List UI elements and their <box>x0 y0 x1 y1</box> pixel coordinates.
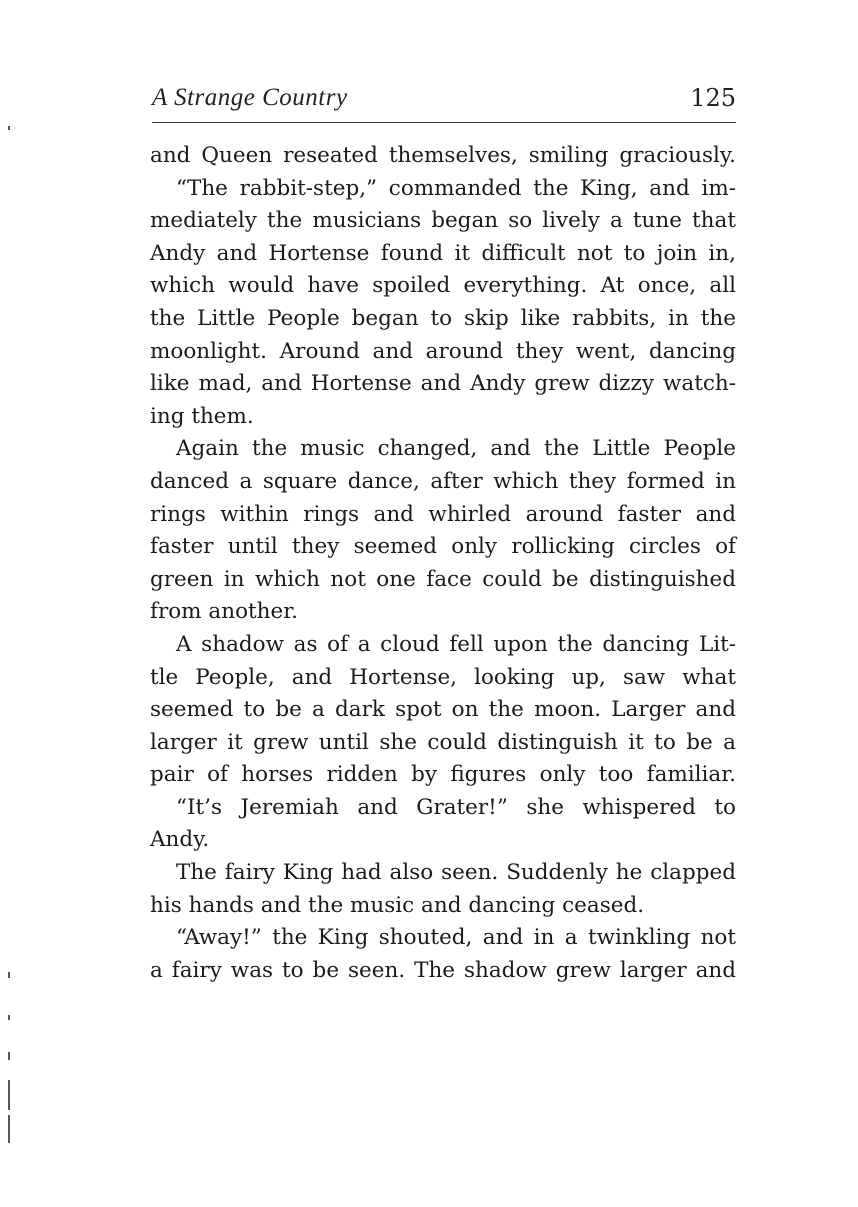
text-line: the Little People began to skip like rabbits, in the <box>150 305 736 331</box>
text-line: and Queen reseated themselves, smiling graciously. <box>150 143 736 168</box>
text-line: “It’s Jeremiah and Grater!” she whispered to <box>176 794 736 820</box>
scan-margin-marks <box>6 120 12 1140</box>
text-line: like mad, and Hortense and Andy grew dizzy watch- <box>150 371 736 397</box>
text-line: danced a square dance, after which they formed in <box>150 468 736 494</box>
text-line: larger it grew until she could distinguish it to be a <box>150 729 736 755</box>
scan-mark <box>8 126 10 130</box>
scan-mark <box>8 1052 10 1060</box>
running-head <box>152 84 736 123</box>
page-number: 125 <box>690 84 736 112</box>
text-line: Andy and Hortense found it difficult not to join in, <box>150 240 736 266</box>
text-line: A shadow as of a cloud fell upon the dancing Lit- <box>176 631 736 657</box>
text-line: seemed to be a dark spot on the moon. Larger and <box>150 697 736 723</box>
text-line: mediately the musicians began so lively a tune that <box>150 208 736 234</box>
text-line: moonlight. Around and around they went, dancing <box>150 338 736 364</box>
scan-mark <box>8 1080 10 1110</box>
running-title: A Strange Country <box>152 84 348 111</box>
text-line: which would have spoiled everything. At once, all <box>150 273 736 299</box>
text-line: “Away!” the King shouted, and in a twinkling not <box>176 925 736 951</box>
text-line: Again the music changed, and the Little People <box>176 436 736 462</box>
scan-mark <box>8 972 10 978</box>
text-line: faster until they seemed only rollicking circles of <box>150 534 736 560</box>
scan-mark <box>8 1115 10 1143</box>
text-line: rings within rings and whirled around faster and <box>150 501 736 527</box>
text-line: ing them. <box>150 403 254 429</box>
text-line: “The rabbit-step,” commanded the King, and im- <box>176 175 736 201</box>
text-line: pair of horses ridden by figures only too familiar. <box>150 762 736 788</box>
text-line: his hands and the music and dancing ceased. <box>150 892 645 918</box>
text-line: from another. <box>150 599 298 625</box>
text-line: Andy. <box>150 827 210 853</box>
body-text <box>150 140 736 987</box>
scan-mark <box>8 1015 10 1020</box>
text-line: green in which not one face could be distinguished <box>150 566 736 592</box>
text-line: The fairy King had also seen. Suddenly he clapped <box>176 860 736 886</box>
text-line: a fairy was to be seen. The shadow grew larger and <box>150 957 736 983</box>
text-line: tle People, and Hortense, looking up, saw what <box>150 664 736 690</box>
